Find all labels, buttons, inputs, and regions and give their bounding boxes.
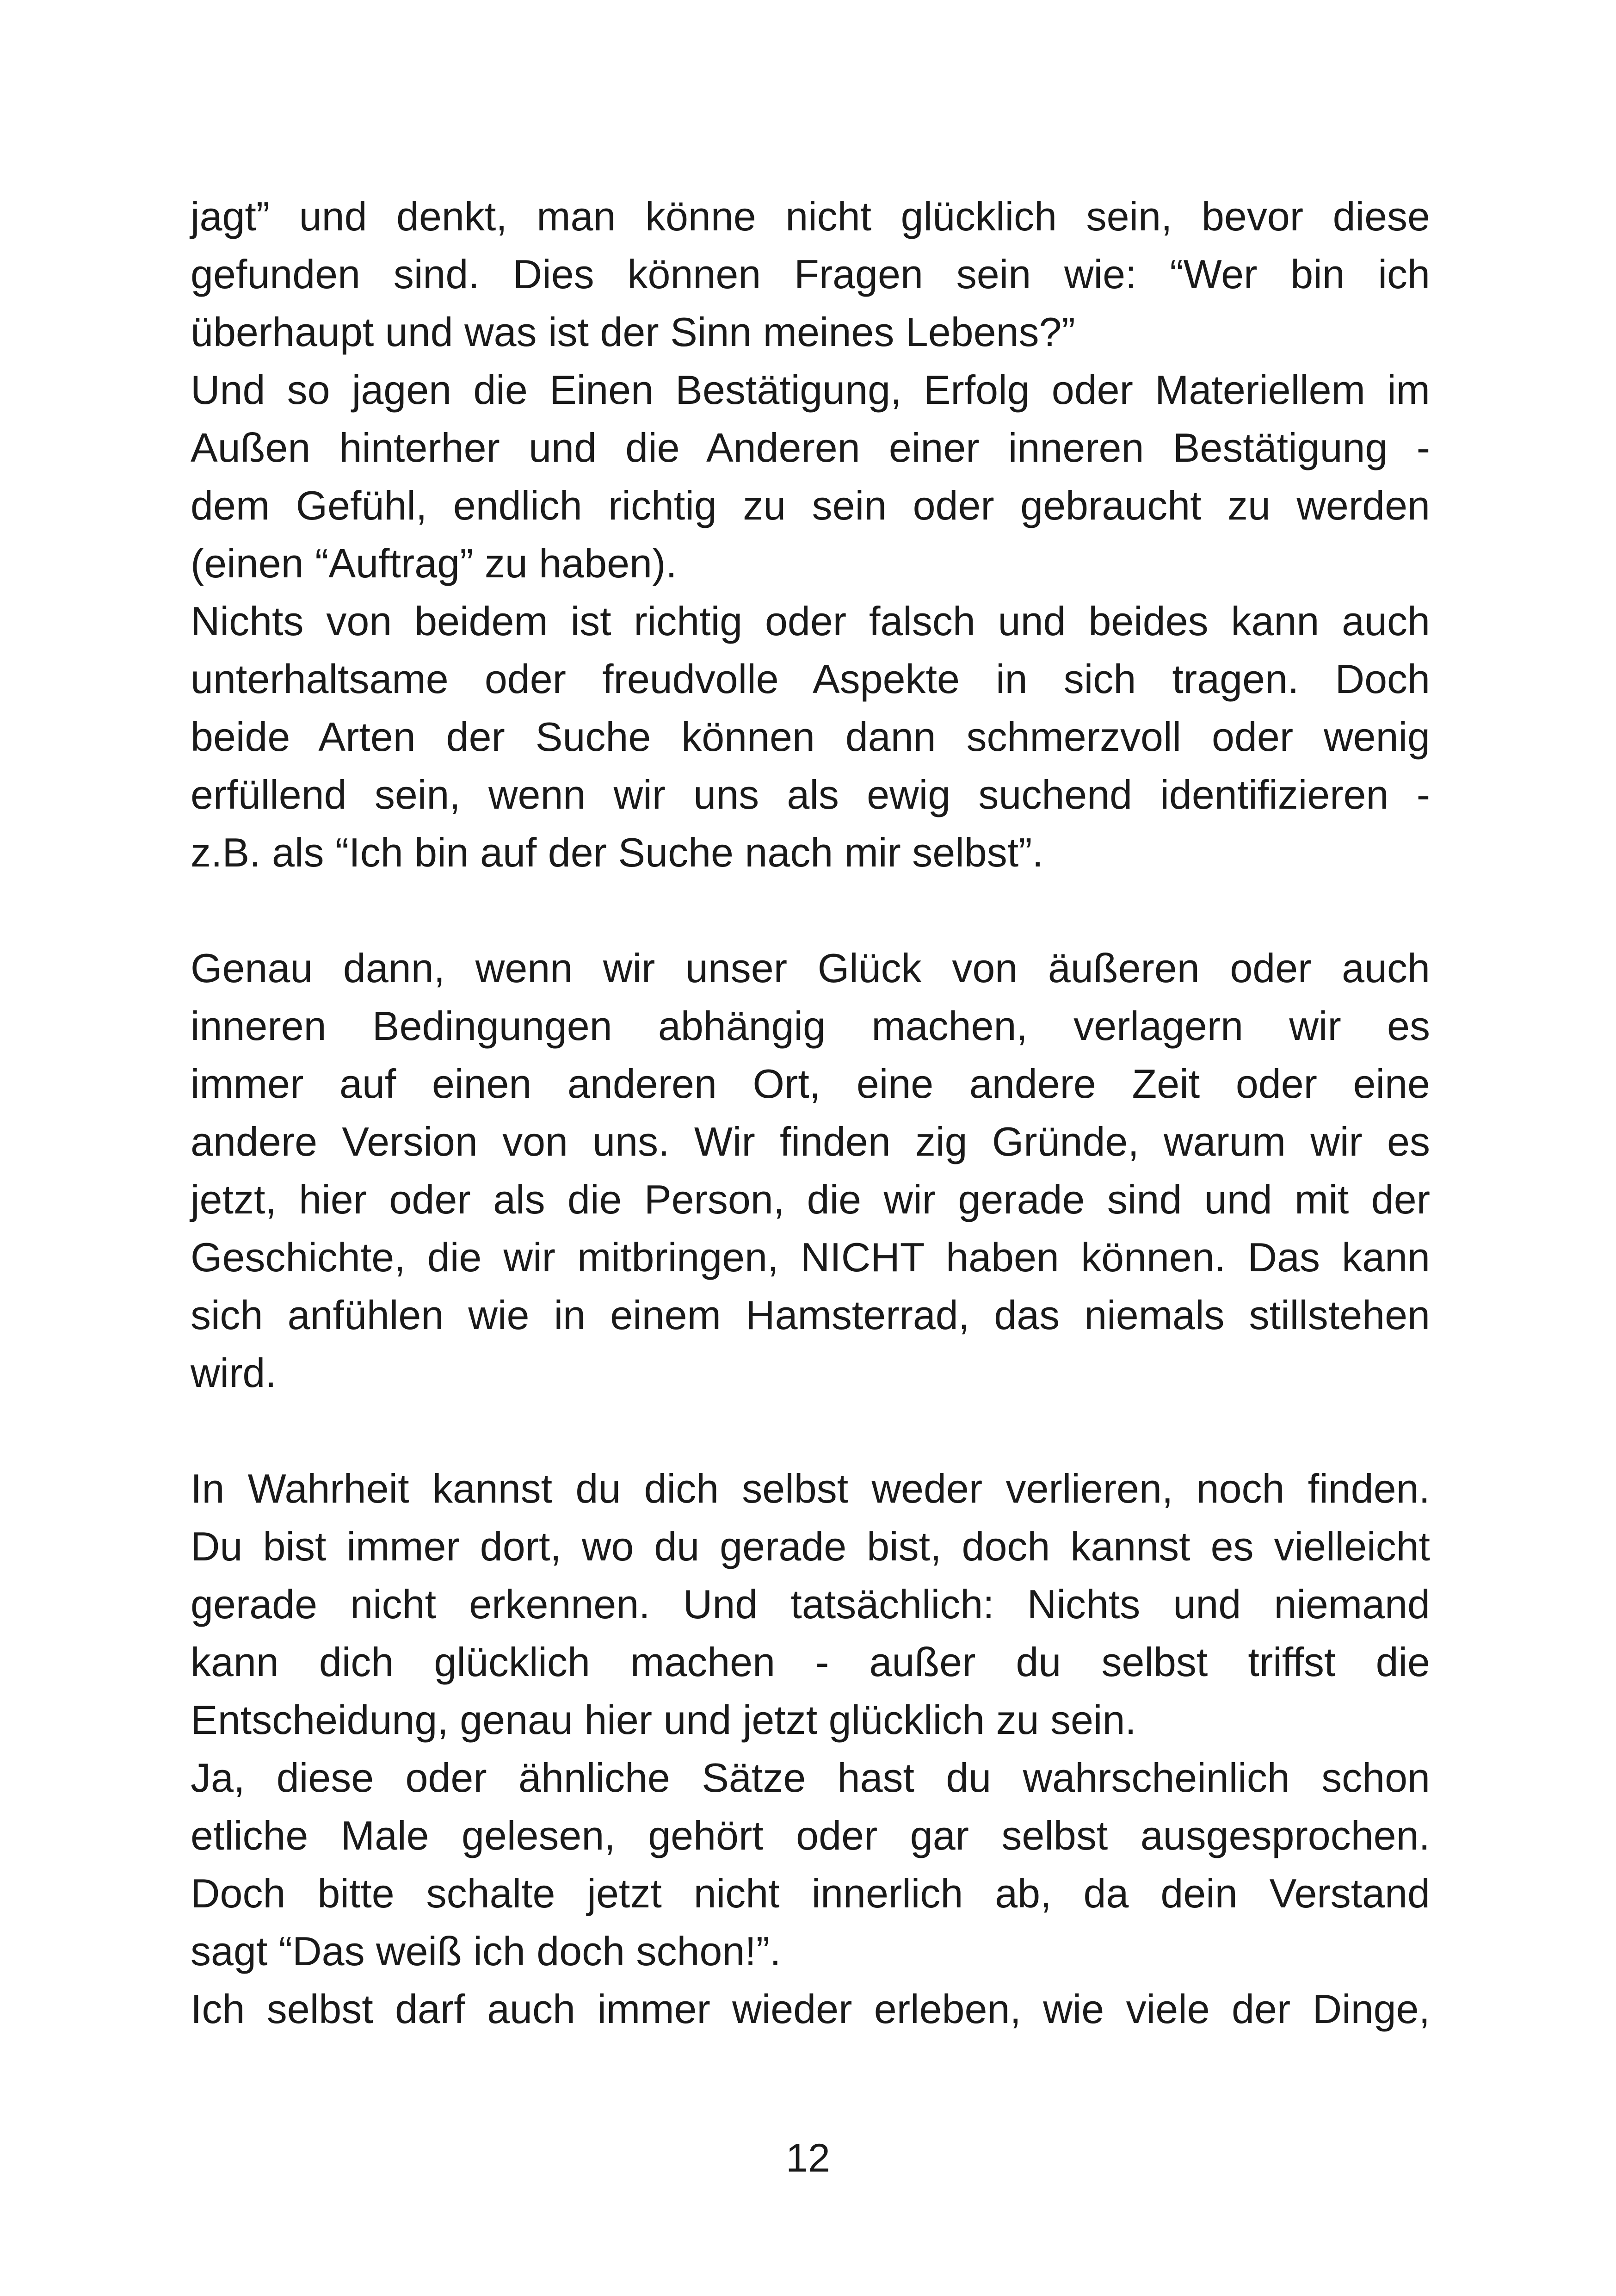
text-line: jetzt, hier oder als die Person, die wir gerade sind und mit der [191,1176,1430,1222]
text-line: gerade nicht erkennen. Und tatsächlich: Nichts und niemand [191,1581,1430,1627]
page-number: 12 [786,2136,830,2180]
text-line: inneren Bedingungen abhängig machen, verlagern wir es [191,1003,1430,1049]
paragraph-gap [191,881,1430,939]
text-line: beide Arten der Suche können dann schmerzvoll oder wenig [191,714,1430,760]
text-line: Entscheidung, genau hier und jetzt glücklich zu sein. [191,1697,1136,1743]
text-line: Genau dann, wenn wir unser Glück von äußeren oder auch [191,945,1430,991]
text-line: wird. [191,1350,277,1396]
text-line: Doch bitte schalte jetzt nicht innerlich ab, da dein Verstand [191,1870,1430,1916]
text-line: sagt “Das weiß ich doch schon!”. [191,1928,781,1974]
text-line: kann dich glücklich machen - außer du selbst triffst die [191,1639,1430,1685]
text-line: dem Gefühl, endlich richtig zu sein oder gebraucht zu werden [191,483,1430,528]
text-line: überhaupt und was ist der Sinn meines Lebens?” [191,309,1075,355]
text-line: Nichts von beidem ist richtig oder falsch und beides kann auch [191,598,1430,644]
text-line: Geschichte, die wir mitbringen, NICHT haben können. Das kann [191,1234,1430,1280]
text-line: Außen hinterher und die Anderen einer inneren Bestätigung - [191,425,1430,470]
text-line: z.B. als “Ich bin auf der Suche nach mir selbst”. [191,829,1043,875]
text-line: unterhaltsame oder freudvolle Aspekte in sich tragen. Doch [191,656,1430,702]
body-text [191,187,1430,2038]
paragraph-gap [191,1402,1430,1460]
text-line: jagt” und denkt, man könne nicht glücklich sein, bevor diese [191,193,1430,239]
text-line: Ja, diese oder ähnliche Sätze hast du wahrscheinlich schon [191,1755,1430,1801]
text-line: Und so jagen die Einen Bestätigung, Erfolg oder Materiellem im [191,367,1430,413]
text-line: Ich selbst darf auch immer wieder erleben, wie viele der Dinge, [191,1986,1430,2032]
text-line: Du bist immer dort, wo du gerade bist, doch kannst es vielleicht [191,1523,1430,1569]
text-line: andere Version von uns. Wir finden zig Gründe, warum wir es [191,1119,1430,1164]
text-line: sich anfühlen wie in einem Hamsterrad, das niemals stillstehen [191,1292,1430,1338]
text-line: In Wahrheit kannst du dich selbst weder verlieren, noch finden. [191,1466,1430,1511]
text-line: erfüllend sein, wenn wir uns als ewig suchend identifizieren - [191,772,1430,817]
text-line: etliche Male gelesen, gehört oder gar selbst ausgesprochen. [191,1813,1430,1858]
text-line: immer auf einen anderen Ort, eine andere Zeit oder eine [191,1061,1430,1107]
text-line: (einen “Auftrag” zu haben). [191,540,677,586]
text-line: gefunden sind. Dies können Fragen sein wie: “Wer bin ich [191,251,1430,297]
